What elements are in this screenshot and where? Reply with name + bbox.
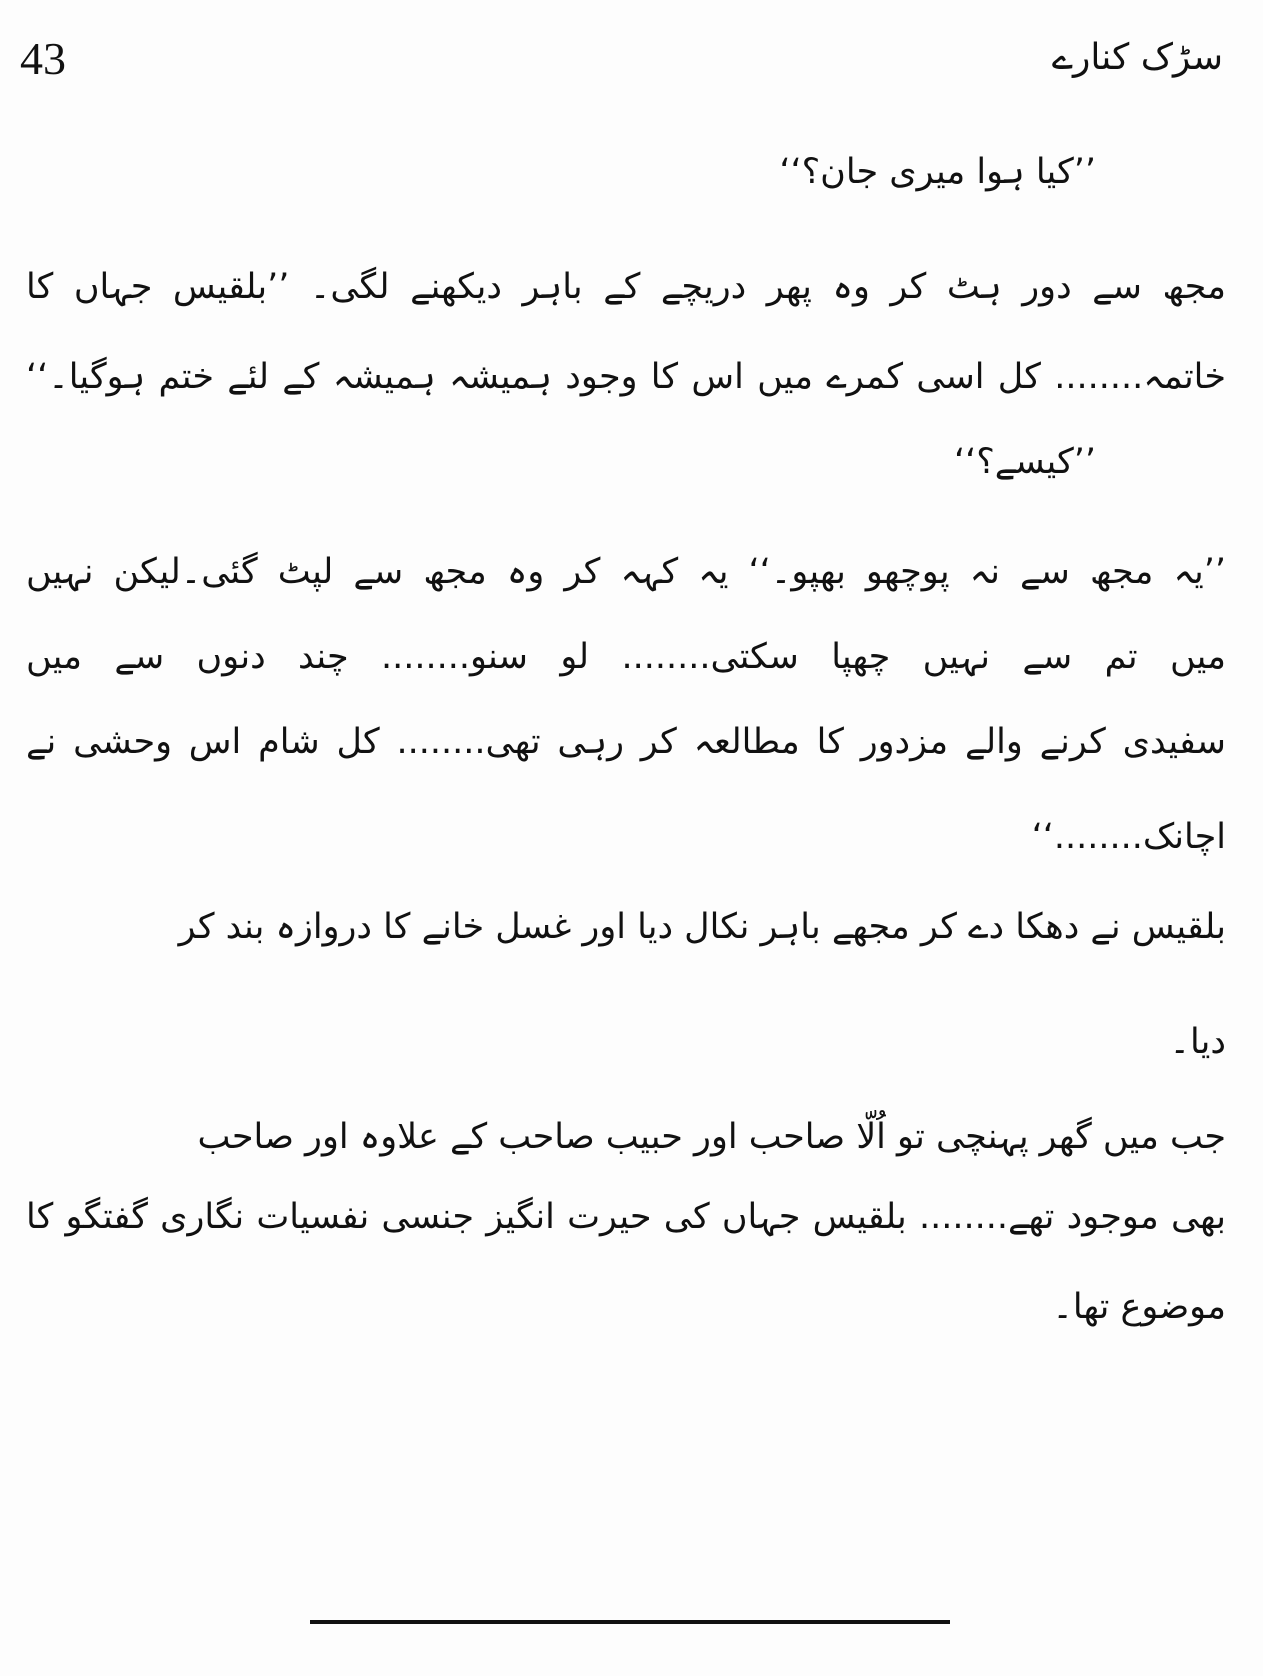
text-line: ’’یہ مجھ سے نہ پوچھو بھپو۔‘‘ یہ کہہ کر وہ مجھ سے لپٹ گئی۔لیکن نہیں: [26, 552, 1226, 592]
text-line: سفیدی کرنے والے مزدور کا مطالعہ کر رہی تھی........ کل شام اس وحشی نے: [26, 722, 1226, 762]
bottom-rule: [310, 1620, 950, 1624]
text-line: بھی موجود تھے........ بلقیس جہاں کی حیرت انگیز جنسی نفسیات نگاری گفتگو کا: [26, 1197, 1226, 1237]
page-number: 43: [20, 33, 66, 84]
text-line: بلقیس نے دھکا دے کر مجھے باہر نکال دیا اور غسل خانے کا دروازہ بند کر: [178, 907, 1226, 947]
text-line: ’’کیسے؟‘‘: [953, 442, 1096, 482]
text-line: جب میں گھر پہنچی تو اُلّا صاحب اور حبیب صاحب کے علاوہ اور صاحب: [197, 1117, 1226, 1157]
text-line: ’’کیا ہوا میری جان؟‘‘: [779, 152, 1096, 192]
text-line: مجھ سے دور ہٹ کر وہ پھر دریچے کے باہر دیکھنے لگی۔ ’’بلقیس جہاں کا: [26, 267, 1226, 307]
text-line: خاتمہ........ کل اسی کمرے میں اس کا وجود ہمیشہ ہمیشہ کے لئے ختم ہوگیا۔‘‘: [26, 357, 1226, 397]
text-line: میں تم سے نہیں چھپا سکتی........ لو سنو........ چند دنوں سے میں: [26, 637, 1226, 677]
text-line: دیا۔: [1169, 1022, 1226, 1062]
text-line: موضوع تھا۔: [1052, 1287, 1226, 1327]
text-line: اچانک........‘‘: [1031, 817, 1226, 857]
running-title: سڑک کنارے: [1051, 37, 1223, 78]
